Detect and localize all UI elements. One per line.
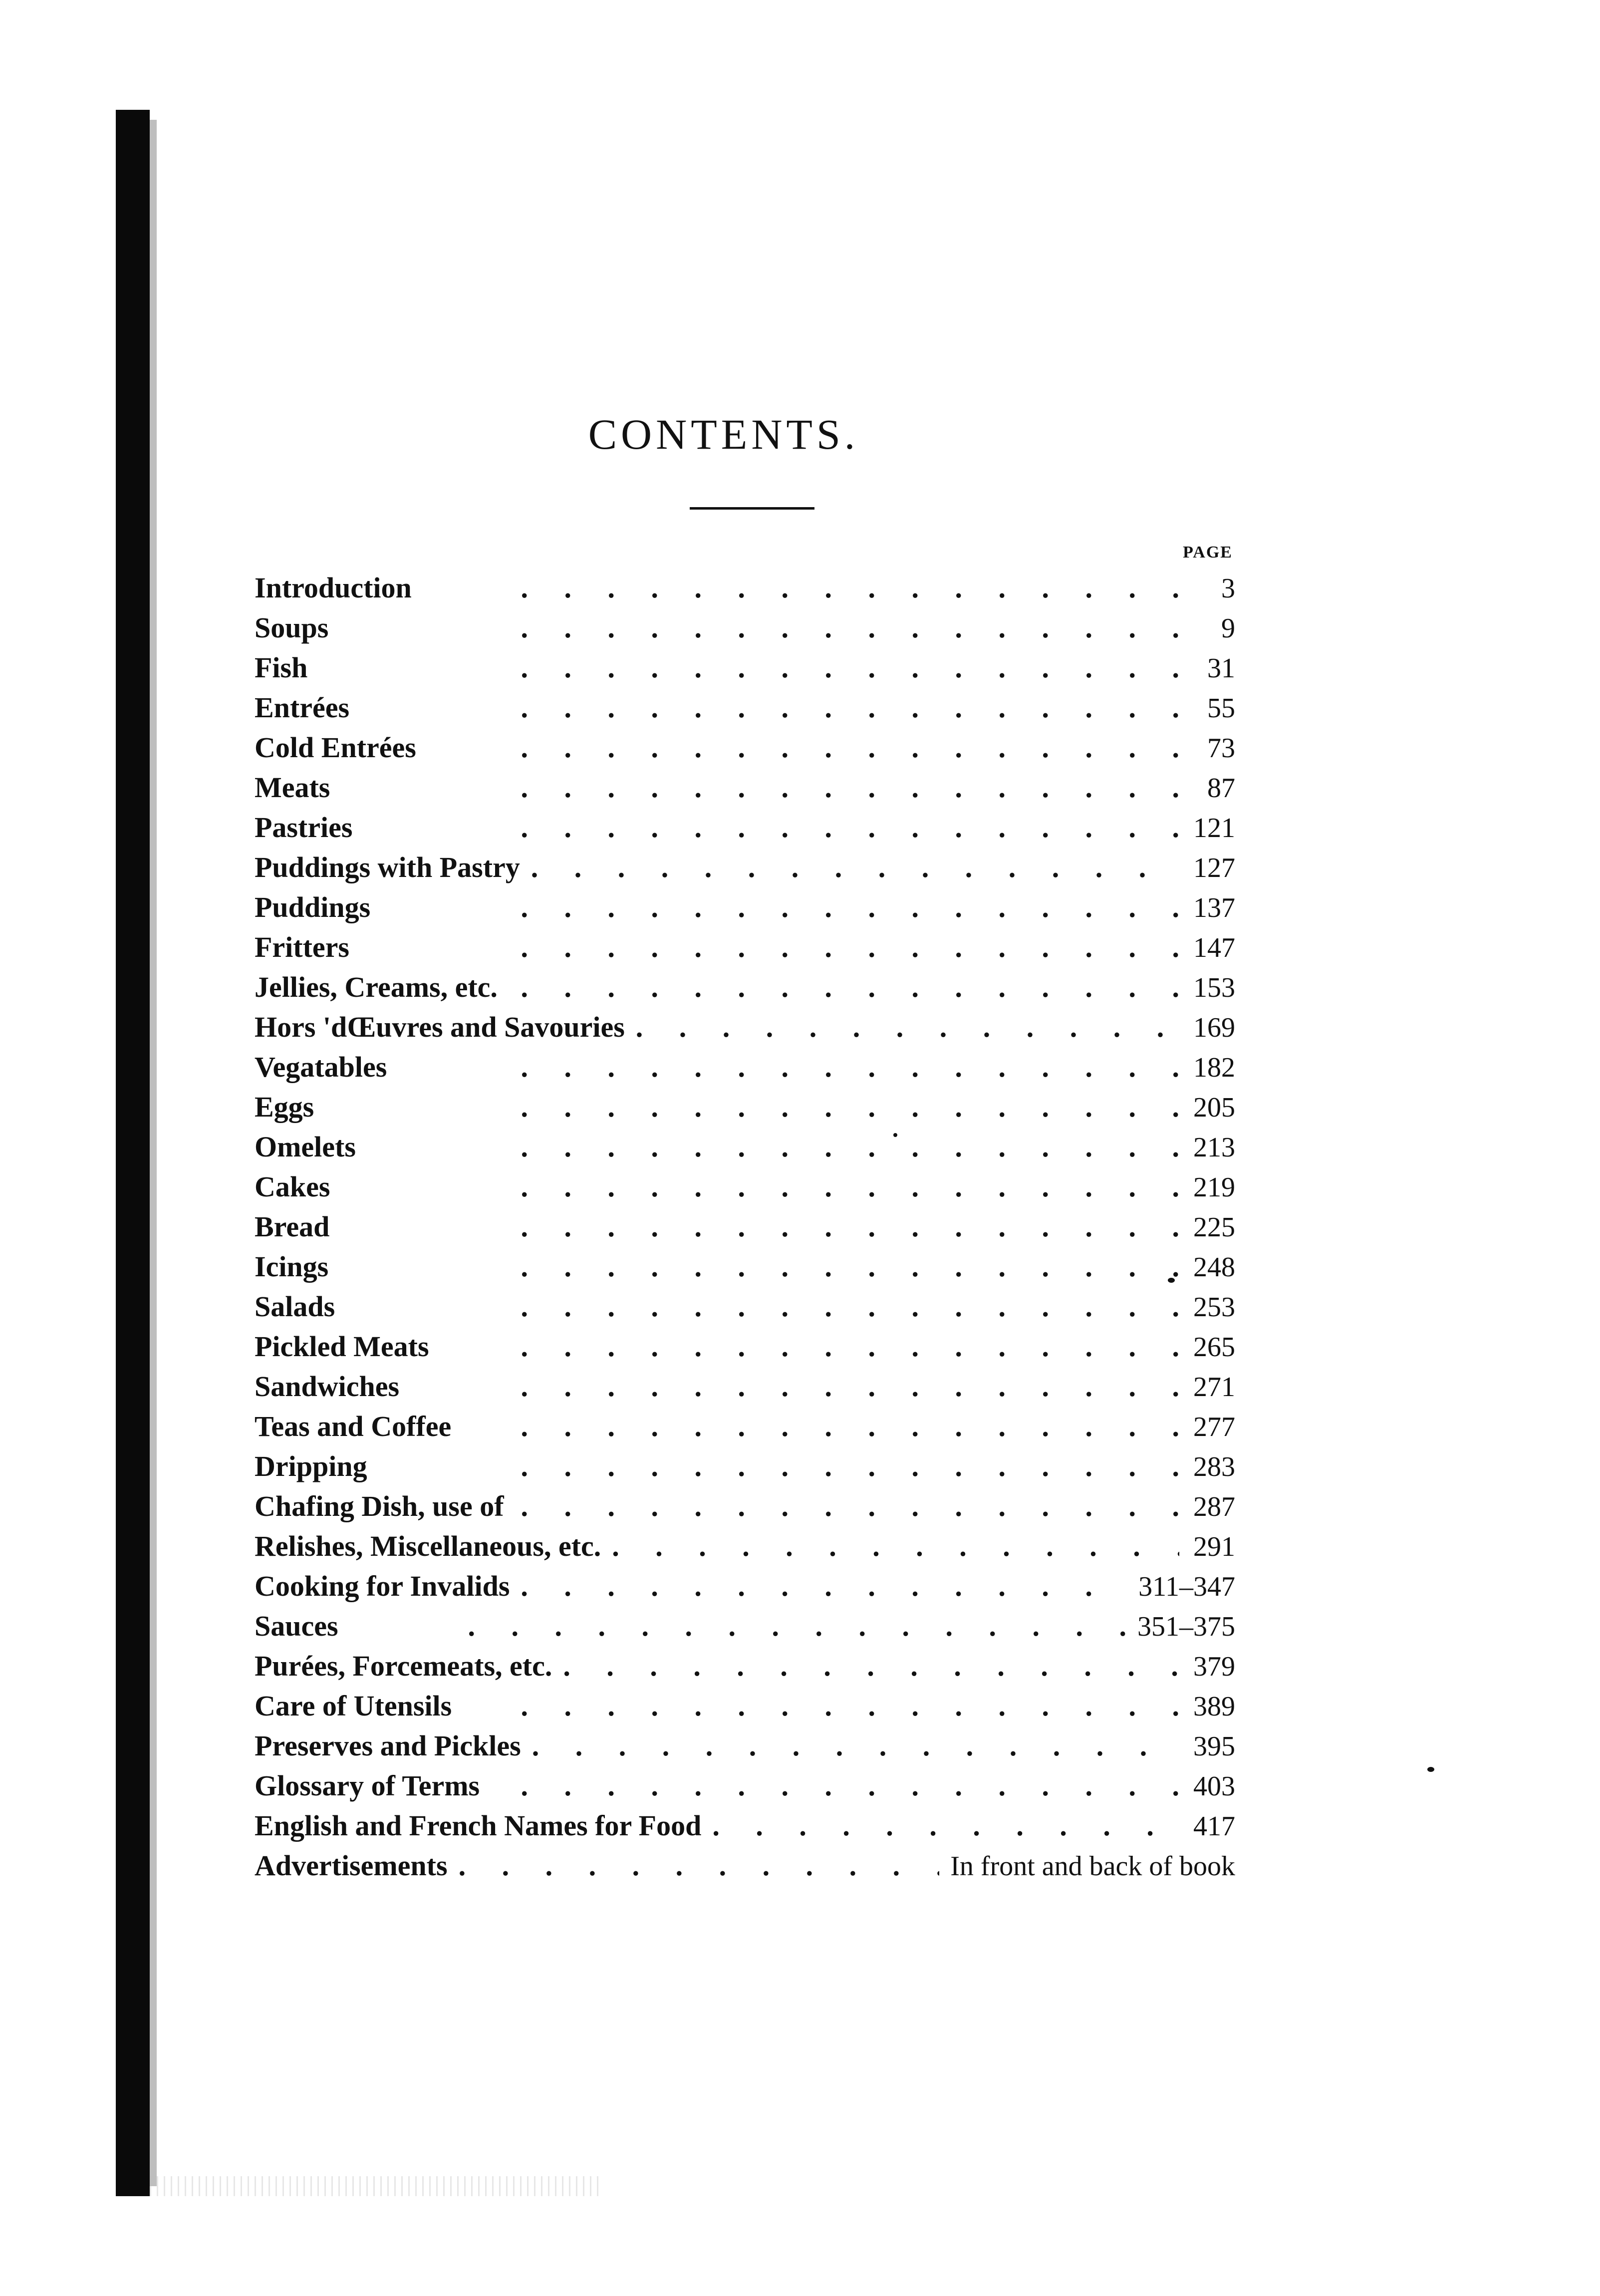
toc-leader	[360, 688, 1179, 728]
toc-leader	[346, 1287, 1179, 1327]
toc-leader	[712, 1806, 1179, 1846]
toc-entry-title: Entrées	[255, 691, 350, 724]
toc-entry-title: Eggs	[255, 1091, 314, 1123]
toc-leader	[340, 1207, 1179, 1247]
toc-entry	[255, 927, 1235, 967]
toc-entry	[255, 1367, 1235, 1407]
toc-entry	[255, 1446, 1235, 1486]
scan-speck	[893, 1133, 897, 1137]
toc-entry-title: Pastries	[255, 811, 353, 844]
toc-leader	[339, 608, 1179, 648]
toc-entry	[255, 1646, 1235, 1686]
toc-entry-title: Fritters	[255, 931, 349, 963]
toc-leader	[521, 1566, 1127, 1606]
toc-leader	[459, 1846, 940, 1886]
toc-entry-title: Dripping	[255, 1450, 367, 1482]
toc-leader	[341, 768, 1179, 808]
toc-entry-page: 219	[1193, 1172, 1235, 1203]
toc-entry	[255, 1526, 1235, 1566]
toc-leader	[427, 728, 1179, 768]
toc-leader	[341, 1167, 1179, 1207]
toc-leader	[509, 967, 1179, 1007]
toc-entry-title: Introduction	[255, 572, 412, 604]
toc-entry	[255, 887, 1235, 927]
toc-entry-page: 73	[1207, 733, 1235, 764]
toc-entry-title: Soups	[255, 611, 329, 644]
toc-entry-title: Vegatables	[255, 1051, 387, 1083]
toc-leader	[360, 927, 1179, 967]
toc-leader	[318, 648, 1179, 688]
toc-entry-title: Jellies, Creams, etc.	[255, 971, 498, 1003]
toc-entry-page: In front and back of book	[950, 1851, 1235, 1882]
toc-entry-page: 277	[1193, 1412, 1235, 1442]
toc-leader	[491, 1766, 1179, 1806]
toc-entry	[255, 1686, 1235, 1726]
toc-leader	[612, 1526, 1179, 1566]
toc-entry-page: 153	[1193, 972, 1235, 1003]
toc-leader	[440, 1327, 1179, 1367]
toc-entry	[255, 967, 1235, 1007]
toc-entry	[255, 1127, 1235, 1167]
toc-leader	[531, 848, 1179, 887]
toc-entry-page: 137	[1193, 892, 1235, 923]
toc-entry-title: Relishes, Miscellaneous, etc.	[255, 1530, 601, 1562]
toc-entry	[255, 728, 1235, 768]
toc-entry	[255, 608, 1235, 648]
toc-entry-page: 213	[1193, 1132, 1235, 1163]
toc-entry-title: Salads	[255, 1290, 335, 1323]
toc-leader	[367, 1127, 1179, 1167]
toc-entry-title: Care of Utensils	[255, 1690, 452, 1722]
toc-entry-title: Sauces	[255, 1610, 338, 1642]
toc-entry-page: 389	[1193, 1691, 1235, 1722]
toc-entry-page: 147	[1193, 932, 1235, 963]
toc-entry-page: 265	[1193, 1332, 1235, 1363]
toc-entry	[255, 808, 1235, 848]
toc-entry-page: 205	[1193, 1092, 1235, 1123]
toc-entry	[255, 768, 1235, 808]
toc-entry	[255, 1007, 1235, 1047]
toc-entry	[255, 1407, 1235, 1446]
toc-entry	[255, 1207, 1235, 1247]
title-divider	[690, 507, 814, 510]
toc-entry-title: Icings	[255, 1250, 329, 1283]
toc-entry-title: Puddings with Pastry	[255, 851, 520, 883]
scan-speck	[1168, 1278, 1175, 1283]
toc-leader	[378, 1446, 1179, 1486]
toc-entry-page: 351–375	[1137, 1611, 1235, 1642]
toc-entry	[255, 1047, 1235, 1087]
toc-entry-page: 127	[1193, 853, 1235, 883]
toc-entry	[255, 1606, 1235, 1646]
toc-entry-title: Omelets	[255, 1131, 356, 1163]
scan-speck	[1427, 1767, 1434, 1772]
toc-entry-page: 395	[1193, 1731, 1235, 1762]
toc-entry	[255, 568, 1235, 608]
toc-entry-title: Chafing Dish, use of	[255, 1490, 504, 1522]
toc-entry-title: Advertisements	[255, 1849, 448, 1882]
table-of-contents	[255, 568, 1235, 1886]
toc-entry-page: 169	[1193, 1012, 1235, 1043]
toc-leader	[423, 568, 1179, 608]
toc-leader	[325, 1087, 1179, 1127]
toc-entry	[255, 848, 1235, 887]
toc-entry-page: 9	[1221, 613, 1235, 644]
toc-entry-title: Pickled Meats	[255, 1330, 429, 1363]
toc-leader	[339, 1247, 1179, 1287]
toc-entry-title: Fish	[255, 651, 308, 684]
toc-entry	[255, 1287, 1235, 1327]
toc-entry-page: 379	[1193, 1651, 1235, 1682]
toc-entry-page: 182	[1193, 1052, 1235, 1083]
toc-entry	[255, 1486, 1235, 1526]
toc-entry-title: Meats	[255, 771, 330, 804]
page-title: CONTENTS.	[588, 410, 859, 458]
toc-entry-title: Hors 'dŒuvres and Savouries	[255, 1011, 625, 1043]
toc-entry-page: 253	[1193, 1292, 1235, 1323]
toc-entry-title: Cooking for Invalids	[255, 1570, 510, 1602]
toc-leader	[364, 808, 1180, 848]
toc-entry	[255, 1566, 1235, 1606]
toc-entry-page: 403	[1193, 1771, 1235, 1802]
page-column-header: PAGE	[1183, 543, 1233, 562]
toc-leader	[410, 1367, 1179, 1407]
toc-entry-page: 311–347	[1138, 1571, 1235, 1602]
toc-leader	[563, 1646, 1179, 1686]
toc-leader	[349, 1606, 1126, 1646]
toc-entry-title: Bread	[255, 1210, 330, 1243]
toc-entry-title: Glossary of Terms	[255, 1769, 480, 1802]
toc-entry	[255, 1167, 1235, 1207]
toc-entry	[255, 1846, 1235, 1886]
toc-entry-page: 121	[1193, 813, 1235, 844]
toc-entry	[255, 648, 1235, 688]
toc-entry	[255, 1726, 1235, 1766]
toc-leader	[462, 1407, 1179, 1446]
toc-entry-page: 87	[1207, 773, 1235, 804]
toc-entry	[255, 1327, 1235, 1367]
toc-leader	[636, 1007, 1179, 1047]
toc-leader	[515, 1486, 1179, 1526]
toc-leader	[463, 1686, 1179, 1726]
toc-entry-title: English and French Names for Food	[255, 1809, 702, 1842]
toc-entry-title: Preserves and Pickles	[255, 1729, 521, 1762]
toc-entry-title: Sandwiches	[255, 1370, 400, 1403]
toc-entry	[255, 688, 1235, 728]
toc-entry-page: 291	[1193, 1531, 1235, 1562]
toc-entry-page: 271	[1193, 1372, 1235, 1403]
scan-speckle	[150, 2176, 599, 2196]
toc-entry	[255, 1247, 1235, 1287]
toc-entry-title: Teas and Coffee	[255, 1410, 452, 1442]
toc-entry	[255, 1766, 1235, 1806]
toc-leader	[398, 1047, 1179, 1087]
toc-entry	[255, 1806, 1235, 1846]
toc-entry-page: 283	[1193, 1451, 1235, 1482]
toc-entry-page: 3	[1221, 573, 1235, 604]
toc-entry-page: 31	[1207, 653, 1235, 684]
toc-entry-title: Cakes	[255, 1170, 330, 1203]
toc-entry-title: Cold Entrées	[255, 731, 416, 764]
toc-entry-page: 55	[1207, 693, 1235, 724]
toc-entry-page: 248	[1193, 1252, 1235, 1283]
toc-leader	[381, 887, 1179, 927]
toc-entry-page: 417	[1193, 1811, 1235, 1842]
toc-entry-title: Puddings	[255, 891, 371, 923]
toc-entry-page: 287	[1193, 1491, 1235, 1522]
toc-leader	[532, 1726, 1179, 1766]
toc-entry-title: Purées, Forcemeats, etc.	[255, 1650, 552, 1682]
toc-entry	[255, 1087, 1235, 1127]
toc-entry-page: 225	[1193, 1212, 1235, 1243]
